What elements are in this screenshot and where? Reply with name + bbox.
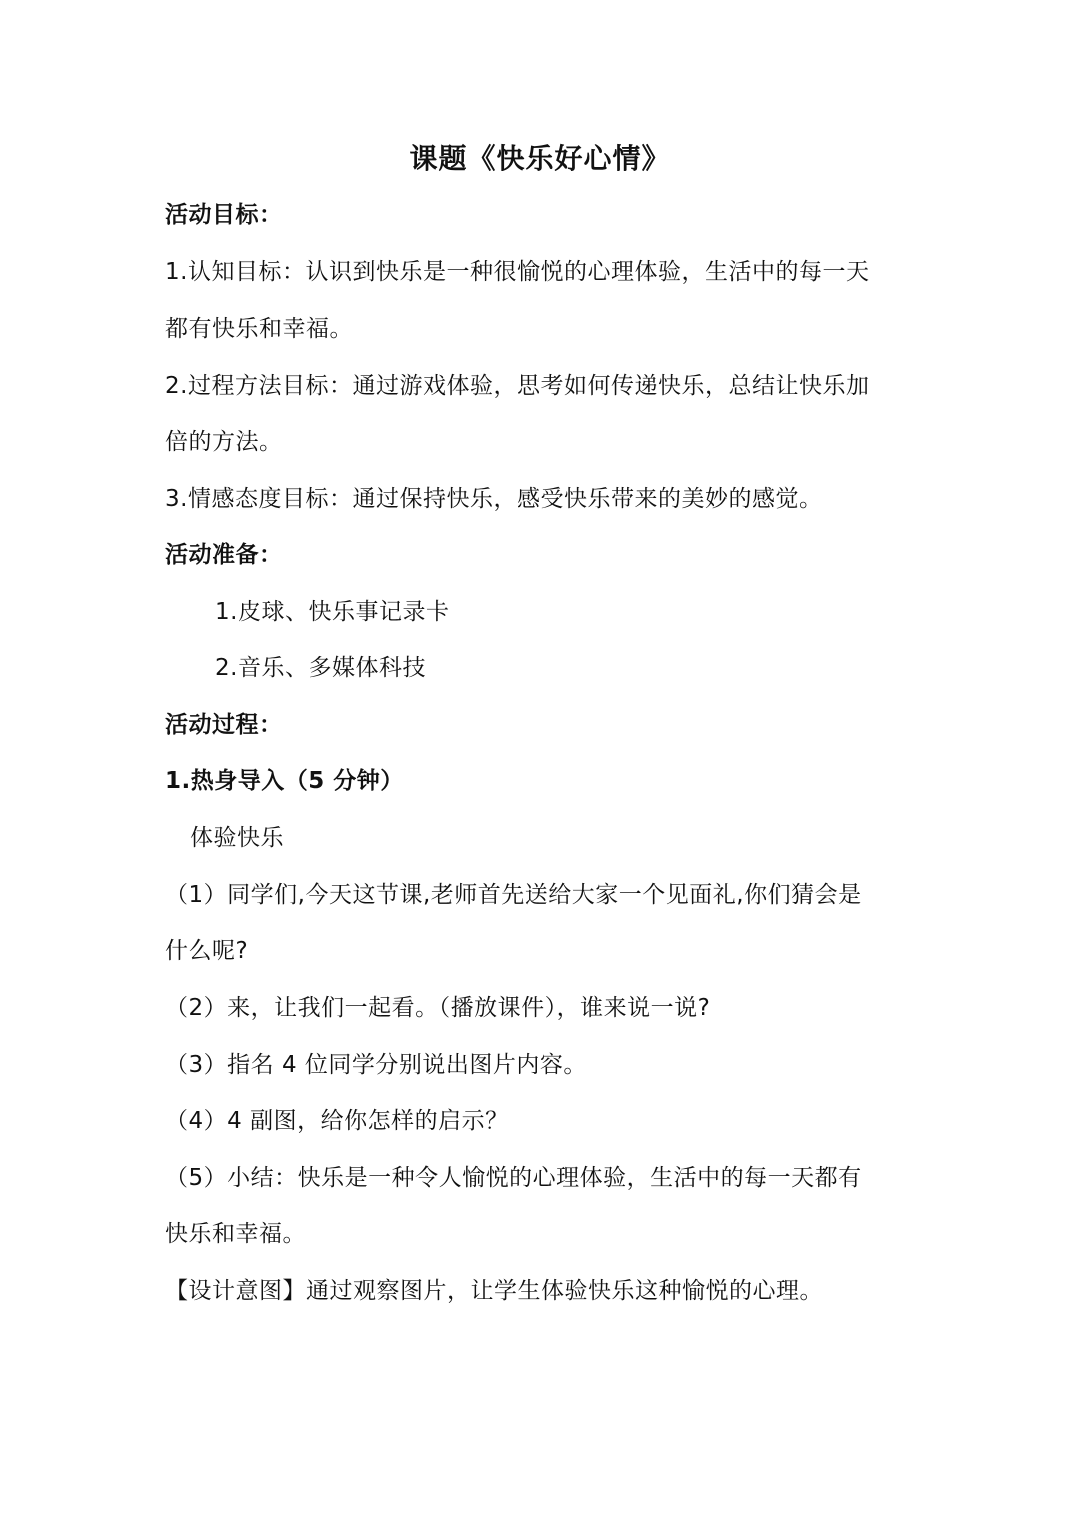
- goal-2-line-1: 2.过程方法目标：通过游戏体验，思考如何传递快乐，总结让快乐加: [165, 373, 870, 399]
- step-1-heading: 1.热身导入（5 分钟）: [165, 768, 404, 794]
- step-1-subtitle: 体验快乐: [190, 825, 284, 851]
- process-item-3: （3）指名 4 位同学分别说出图片内容。: [165, 1052, 587, 1078]
- process-item-5-line-2: 快乐和幸福。: [165, 1221, 306, 1247]
- process-item-2: （2）来，让我们一起看。（播放课件），谁来说一说?: [165, 995, 711, 1021]
- process-item-5-line-1: （5）小结：快乐是一种令人愉悦的心理体验，生活中的每一天都有: [165, 1165, 862, 1191]
- process-item-1-line-1: （1）同学们,今天这节课,老师首先送给大家一个见面礼,你们猜会是: [165, 882, 862, 908]
- prep-item-1: 1.皮球、快乐事记录卡: [215, 599, 450, 625]
- document-title: 课题《快乐好心情》: [409, 142, 671, 175]
- goals-heading: 活动目标：: [165, 202, 283, 228]
- goal-2-line-2: 倍的方法。: [165, 429, 283, 455]
- process-heading: 活动过程：: [165, 712, 283, 738]
- goal-3: 3.情感态度目标：通过保持快乐，感受快乐带来的美妙的感觉。: [165, 486, 823, 512]
- process-item-4: （4）4 副图，给你怎样的启示？: [165, 1108, 509, 1134]
- goal-1-line-2: 都有快乐和幸福。: [165, 316, 353, 342]
- goal-1-line-1: 1.认知目标：认识到快乐是一种很愉悦的心理体验，生活中的每一天: [165, 259, 870, 285]
- prep-item-2: 2.音乐、多媒体科技: [215, 655, 426, 681]
- design-intent: 【设计意图】通过观察图片，让学生体验快乐这种愉悦的心理。: [165, 1278, 823, 1304]
- process-item-1-line-2: 什么呢?: [165, 938, 249, 964]
- prep-heading: 活动准备：: [165, 542, 283, 568]
